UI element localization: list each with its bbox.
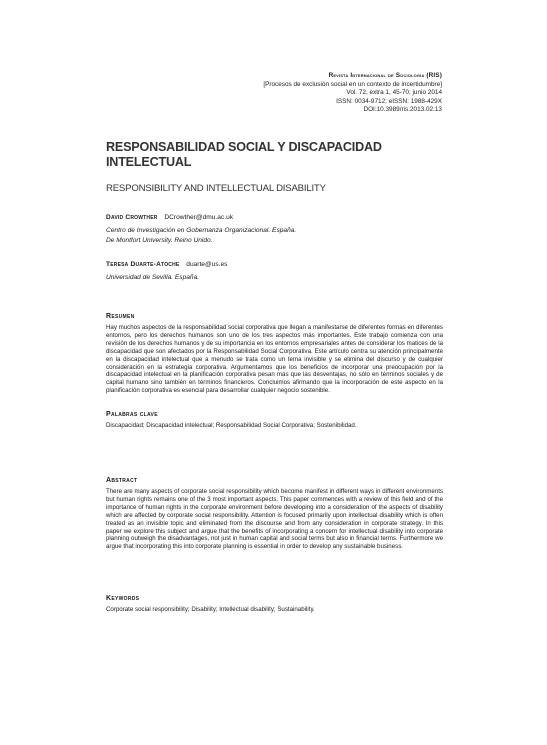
journal-doi: DOI:10.3989/ris.2013.02.13 xyxy=(363,106,442,114)
keywords-heading: Keywords xyxy=(106,595,140,602)
palabras-clave-text: Discapacidad; Discapacidad intelectual; Responsabilidad Social Corporativa; Sostenibilidad. xyxy=(106,422,357,429)
resumen-heading: Resumen xyxy=(106,313,135,320)
article-title-spanish: RESPONSABILIDAD SOCIAL Y DISCAPACIDAD INTELECTUAL xyxy=(106,140,382,169)
author-2-affiliations xyxy=(106,273,199,283)
author-1 xyxy=(106,213,233,222)
journal-info xyxy=(263,72,442,115)
abstract-text: There are many aspects of corporate social responsibility which become manifest in different ways in different environments but human rights remains one of the 3 most important aspects. This paper commences with a review of this field and of the importance of human rights in the corporate environment before developing into a consideration of the aspects of disability which are affected by corporate social responsibility. Attention is focused primarily upon intellectual disability which is often treated as an invisible topic and eliminated from the discourse and from any consideration in corporate strategy. In this paper we explore this subject and argue that the benefits of incorporating a concern for intellectual disability into corporate planning outweigh the disadvantages, not just in human capital and social terms but also in financial terms. Furthermore we argue that incorporating this into corporate planning is essential in order to develop any sustainable business. xyxy=(106,488,443,551)
author-1-affiliation-2: De Montfort University. Reino Unido. xyxy=(106,236,213,244)
author-1-name: David Crowther xyxy=(106,214,158,221)
journal-issn: ISSN: 0034-9712; eISSN: 1988-429X xyxy=(336,97,442,105)
resumen-text: Hay muchos aspectos de la responsabilidad social corporativa que llegan a manifestarse de diferentes formas en diferentes entornos, pero los derechos humanos son uno de los tres aspectos más importantes. Este trabajo comienza con una revisión de los derechos humanos y de su importancia en los entornos empresariales antes de considerar los matices de la discapacidad que son afectados por la Responsabilidad Social Corporativa. Este artículo centra su atención principalmente en la discapacidad intelectual que a menudo se trata como un tema invisible y se elimina del discurso y de cualquier consideración en la estrategia corporativa. Argumentamos que los beneficios de incorporar una preocupación por la discapacidad intelectual en la planificación corporativa pesan más que las desventajas, no sólo en términos sociales y de capital humano sino también en términos financieros. Concluimos afirmando que la incorporación de este aspecto en la planificación corporativa es esencial para desarrollar cualquier negocio sostenible. xyxy=(106,324,443,395)
abstract-heading: Abstract xyxy=(106,477,138,484)
author-2-name: Teresa Duarte-Atoche xyxy=(106,261,180,268)
author-2-email[interactable]: duarte@us.es xyxy=(186,261,228,268)
author-1-affiliations xyxy=(106,226,296,245)
author-1-affiliation-1: Centro de Investigación en Gobernanza Organizacional. España. xyxy=(106,227,297,234)
palabras-clave-heading: Palabras clave xyxy=(106,411,158,418)
keywords-text: Corporate social responsibility; Disability; Intellectual disability; Sustainability. xyxy=(106,606,315,613)
article-title-english: RESPONSIBILITY AND INTELLECTUAL DISABILITY xyxy=(106,183,326,194)
author-2-affiliation-1: Universidad de Sevilla. España. xyxy=(106,274,200,281)
author-1-email[interactable]: DCrowther@dmu.ac.uk xyxy=(164,214,234,221)
author-2 xyxy=(106,260,227,269)
journal-name: Revista Internacional de Sociología (RIS) xyxy=(328,72,442,79)
journal-issue-title: [Procesos de exclusión social en un contexto de incertidumbre] xyxy=(263,80,442,88)
journal-volume: Vol. 72, extra 1, 45-70, junio 2014 xyxy=(346,89,442,97)
